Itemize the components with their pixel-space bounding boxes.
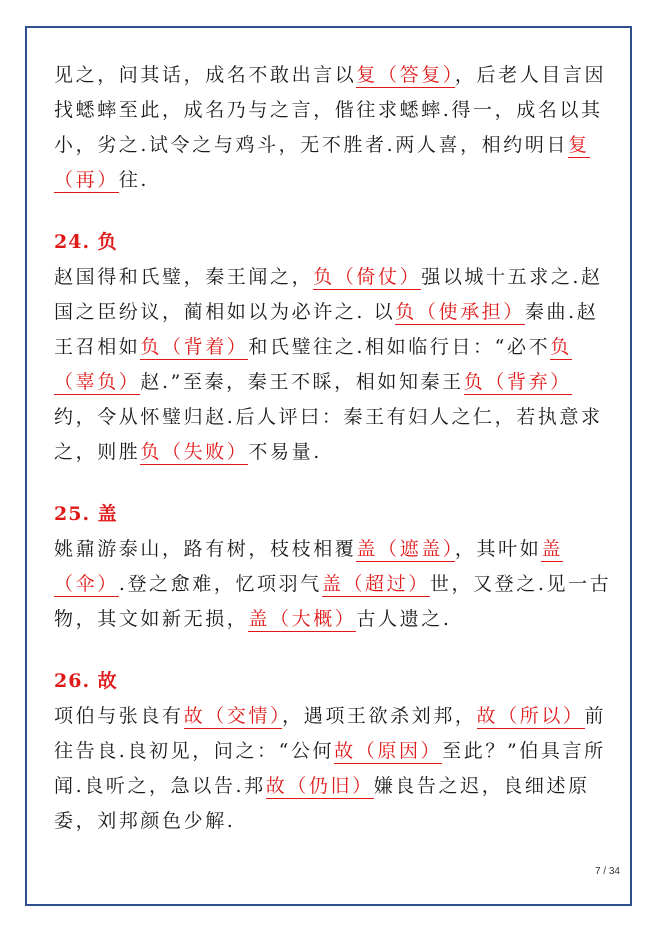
annotated-term: 复（答复）: [356, 64, 455, 86]
text-run: 不易量.: [248, 441, 322, 463]
annotated-term: 故（交情）: [183, 705, 283, 727]
text-run: 强以城十五求之.赵国之臣纷议，蔺相如以为必许之. 以: [54, 266, 603, 323]
section-paragraph: [54, 699, 614, 839]
text-run: 赵.”至秦，秦王不睬，相如知秦王: [140, 371, 464, 393]
annotated-term: 负（背着）: [140, 336, 249, 358]
text-run: 嫌良告之迟，良细述原委，刘邦颜色少解.: [54, 775, 590, 832]
annotated-term: 负（使承担）: [395, 301, 525, 323]
document-body: [54, 58, 614, 839]
text-run: 项伯与张良有: [54, 705, 184, 727]
text-run: 姚鼐游泰山，路有树，枝枝相覆: [54, 538, 357, 560]
annotated-term: 盖（伞）: [54, 538, 563, 595]
text-run: 秦曲.赵王召相如: [54, 301, 599, 358]
text-run: 见之，问其话，成名不敢出言以: [54, 64, 357, 86]
annotated-term: 负（倚仗）: [313, 266, 422, 288]
annotated-term: 故（原因）: [334, 740, 443, 762]
text-run: 往.: [118, 169, 150, 191]
text-run: 世，又登之.见一古物，其文如新无损，: [54, 573, 612, 630]
section-heading: 26. 故: [54, 670, 118, 692]
text-run: 和氏璧往之.相如临行日：“必不: [248, 336, 551, 358]
text-run: 古人遗之.: [356, 608, 452, 630]
text-run: ，其叶如: [454, 538, 542, 560]
section-0: [54, 58, 614, 198]
annotated-term: 复（再）: [54, 134, 590, 191]
annotated-term: 故（仍旧）: [265, 775, 374, 797]
section-2: [54, 497, 614, 637]
page-number: 7 / 34: [594, 866, 620, 877]
annotated-term: 盖（超过）: [321, 573, 430, 595]
annotated-term: 盖（大概）: [248, 608, 357, 630]
section-heading: 24. 负: [54, 231, 118, 253]
section-paragraph: [54, 532, 614, 637]
section-paragraph: [54, 58, 614, 198]
text-run: 至此？”伯具言所闻.良听之，急以告.邦: [54, 740, 606, 797]
section-paragraph: [54, 260, 614, 470]
section-3: [54, 664, 614, 839]
section-1: [54, 225, 614, 470]
annotated-term: 故（所以）: [476, 705, 585, 727]
annotated-term: 负（失败）: [140, 441, 249, 463]
text-run: 赵国得和氏璧，秦王闻之，: [54, 266, 314, 288]
text-run: .登之愈难，忆项羽气: [118, 573, 322, 595]
annotated-term: 盖（遮盖）: [356, 538, 455, 560]
text-run: 约，令从怀璧归赵.后人评曰：秦王有妇人之仁，若执意求之，则胜: [54, 406, 603, 463]
text-run: ，后老人目言因找蟋蟀至此，成名乃与之言，偕往求蟋蟀.得一，成名以其小，劣之.试令之与鸡斗，无不胜者.两人喜，相约明日: [54, 64, 607, 156]
text-run: ，遇项王欲杀刘邦，: [282, 705, 477, 727]
annotated-term: 负（辜负）: [54, 336, 572, 393]
annotated-term: 负（背弃）: [463, 371, 572, 393]
text-run: 前往告良.良初见，问之：“公何: [54, 705, 607, 762]
section-heading: 25. 盖: [54, 503, 118, 525]
